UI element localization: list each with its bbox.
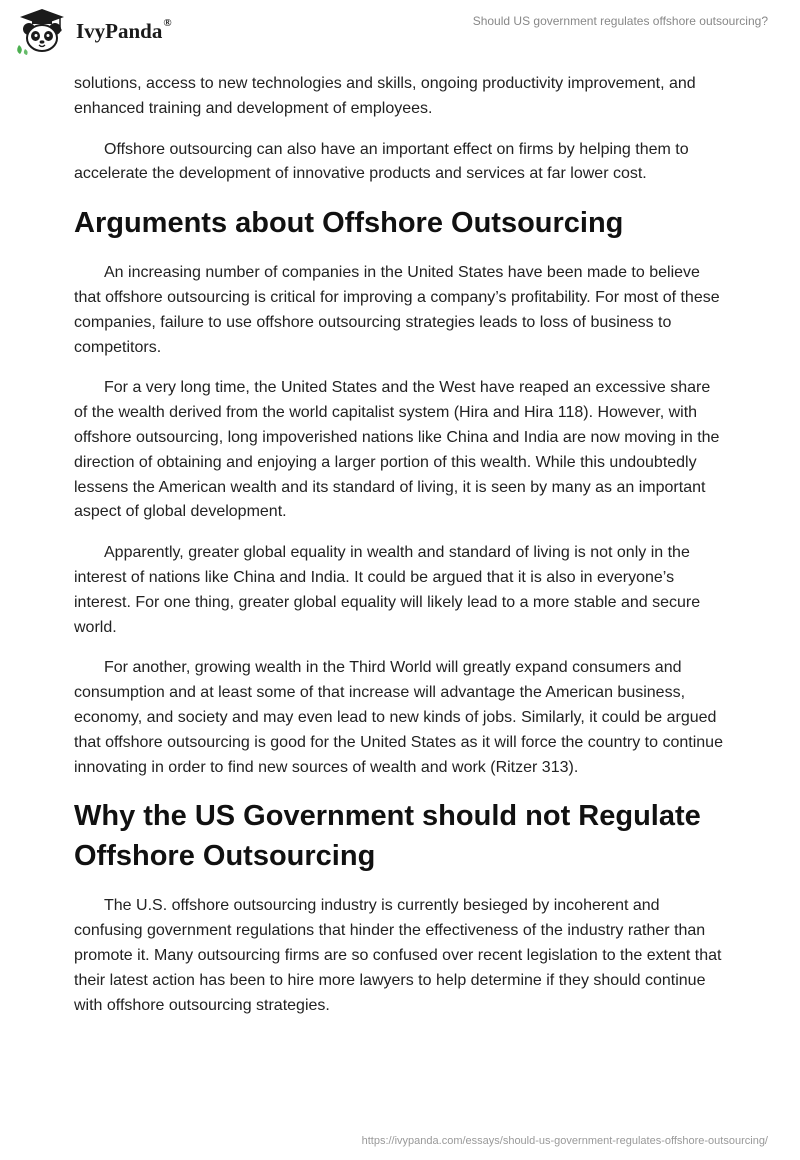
paragraph: Apparently, greater global equality in wealth and standard of living is not only in the interest of nations like China and India. It could be argued that it is also in everyone’s interest. For one thing, greater global equality will likely lead to a more stable and secure world.: [74, 544, 701, 636]
paragraph: An increasing number of companies in the United States have been made to believe that offshore outsourcing is critical for improving a company’s profitability. For most of these companies, failure to use offshore outsourcing strategies leads to loss of business to competitors.: [74, 264, 720, 356]
paragraph: Offshore outsourcing can also have an important effect on firms by helping them to accelerate the development of innovative products and services at far lower cost.: [74, 140, 689, 183]
paragraph: solutions, access to new technologies and skills, ongoing productivity improvement, and enhanced training and development of employees.: [74, 75, 696, 117]
paragraph: For a very long time, the United States and the West have reaped an excessive share of the wealth derived from the world capitalist system (Hira and Hira 118). However, with offshore outsourcing, long impoverished nations like China and India are now moving in the direction of obtaining and enjoying a larger portion of this wealth. While this undoubtedly lessens the American wealth and its standard of living, it is seen by many as an important aspect of global development.: [74, 379, 720, 521]
brand-name: IvyPanda®: [76, 17, 172, 43]
essay-body: [74, 72, 726, 1034]
registered-mark: ®: [163, 17, 172, 29]
section-heading: Why the US Government should not Regulate Offshore Outsourcing: [74, 800, 701, 873]
paragraph: For another, growing wealth in the Third World will greatly expand consumers and consumption and at least some of that increase will advantage the American business, economy, and society and may even lead to new kinds of jobs. Similarly, it could be argued that offshore outsourcing is good for the United States as it will force the country to continue innovating in order to find new sources of wealth and work (Ritzer 313).: [74, 659, 723, 776]
ivypanda-logo[interactable]: [14, 7, 194, 55]
source-url[interactable]: https://ivypanda.com/essays/should-us-government-regulates-offshore-outsourcing/: [361, 1135, 768, 1147]
document-title: Should US government regulates offshore outsourcing?: [472, 14, 768, 28]
page-header: [0, 0, 800, 64]
paragraph: The U.S. offshore outsourcing industry is currently besieged by incoherent and confusing government regulations that hinder the effectiveness of the industry rather than promote it. Many outsourcing firms are so confused over recent legislation to the extent that their latest action has been to hire more lawyers to help determine if they should continue with offshore outsourcing strategies.: [74, 897, 722, 1014]
panda-graduate-icon: [14, 7, 70, 55]
section-heading: Arguments about Offshore Outsourcing: [74, 207, 624, 240]
